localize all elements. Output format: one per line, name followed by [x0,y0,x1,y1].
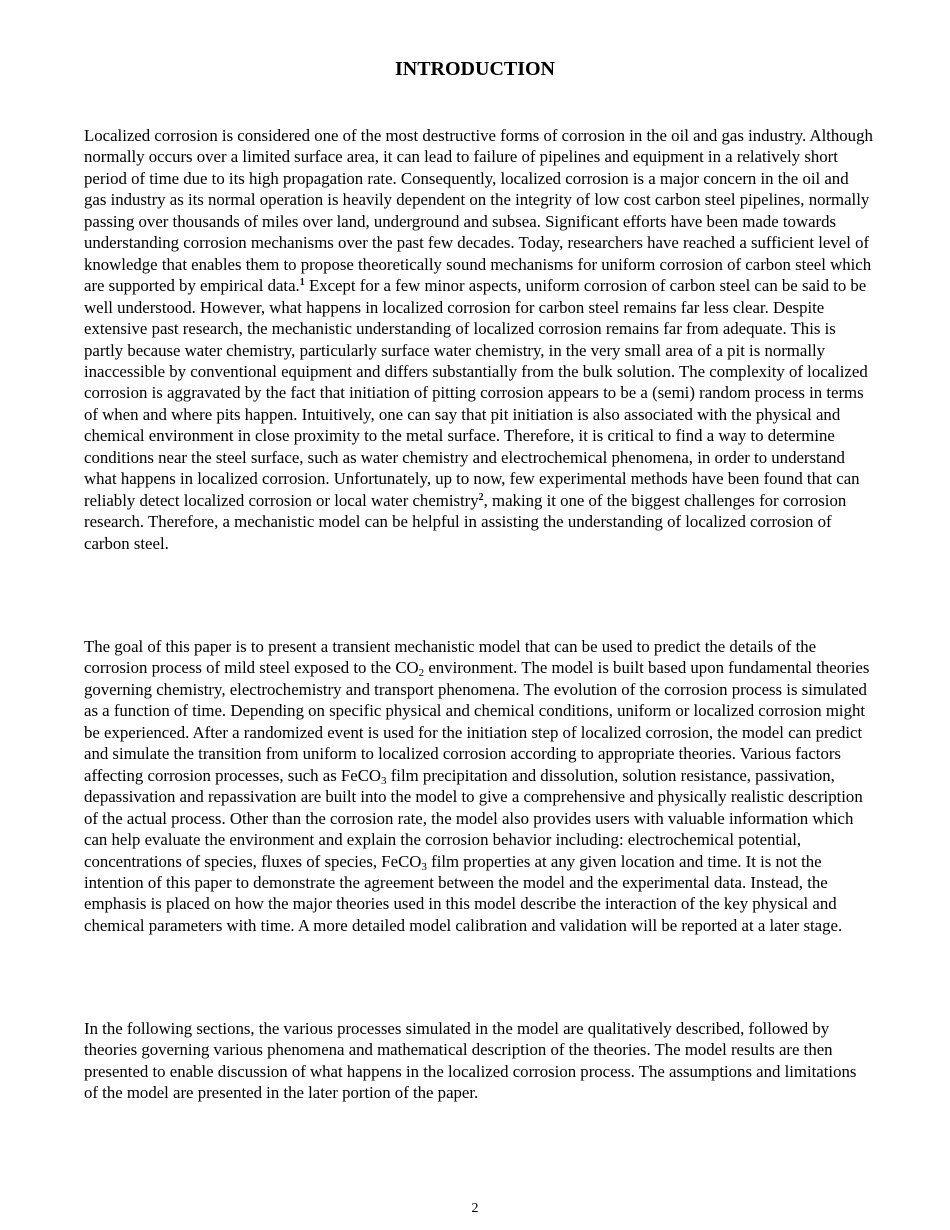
paragraph-text: Localized corrosion is considered one of the most destructive forms of corrosion in the oil and gas industry. Although normally occurs over a limited surface area, it can lead to failure of pipelines and equipment in a relatively short period of time due to its high propagation rate. Consequently, localized corrosion is a major concern in the oil and gas industry as its normal operation is heavily dependent on the integrity of low cost carbon steel pipelines, normally passing over thousands of miles over land, underground and subsea. Significant efforts have been made towards understanding corrosion mechanisms over the past few decades. Today, researchers have reached a sufficient level of knowledge that enables them to propose theoretically sound mechanisms for uniform corrosion of carbon steel which are supported by empirical data. [84,126,873,296]
paragraph-text: , making it one of the biggest challenges for corrosion research. Therefore, a mechanistic model can be helpful in assisting the understanding of localized corrosion of carbon steel. [84,490,847,553]
reference-superscript: 2 [478,491,484,503]
reference-superscript: 1 [299,277,305,289]
paragraph-text: film precipitation and dissolution, solution resistance, passivation, depassivation and repassivation are built into the model to give a comprehensive and physically realistic description of the actual process. Other than the corrosion rate, the model also provides users with valuable information which can help evaluate the environment and explain the corrosion behavior including: electrochemical potential, concentrations of species, fluxes of species, FeCO [84,765,863,871]
chemical-subscript: 2 [418,667,425,680]
page-number: 2 [471,1201,479,1216]
paragraph-paper-goal [84,636,874,936]
paragraph-text: In the following sections, the various processes simulated in the model are qualitatively described, followed by theories governing various phenomena and mathematical description of the theories. The model results are then presented to enable discussion of what happens in the localized corrosion process. The assumptions and limitations of the model are presented in the later portion of the paper. [84,1019,857,1103]
paragraph-text: Except for a few minor aspects, uniform corrosion of carbon steel can be said to be well understood. However, what happens in localized corrosion for carbon steel remains far less clear. Despite extensive past research, the mechanistic understanding of localized corrosion remains far from adequate. This is partly because water chemistry, particularly surface water chemistry, in the very small area of a pit is normally inaccessible by conventional equipment and differs substantially from the bulk solution. The complexity of localized corrosion is aggravated by the fact that initiation of pitting corrosion appears to be a (semi) random process in terms of when and where pits happen. Intuitively, one can say that pit initiation is also associated with the physical and chemical environment in close proximity to the metal surface. Therefore, it is critical to find a way to determine conditions near the steel surface, such as water chemistry and electrochemical phenomena, in order to understand what happens in localized corrosion. Unfortunately, up to now, few experimental methods have been found that can reliably detect localized corrosion or local water chemistry [84,276,868,510]
section-heading: INTRODUCTION [394,58,556,80]
chemical-subscript: 3 [381,774,387,787]
paragraph-text: film properties at any given location and time. It is not the intention of this paper to demonstrate the agreement between the model and the experimental data. Instead, the emphasis is placed on how the major theories used in this model describe the interaction of the key physical and chemical parameters with time. A more detailed model calibration and validation will be reported at a later stage. [84,851,843,935]
paragraph-text: The goal of this paper is to present a transient mechanistic model that can be used to predict the details of the corrosion process of mild steel exposed to the CO [84,637,817,678]
paragraph-localized-corrosion [84,125,874,554]
chemical-subscript: 3 [421,860,427,873]
paragraph-text: environment. The model is built based upon fundamental theories governing chemistry, electrochemistry and transport phenomena. The evolution of the corrosion process is simulated as a function of time. Depending on specific physical and chemical conditions, uniform or localized corrosion might be experienced. After a randomized event is used for the initiation step of localized corrosion, the model can predict and simulate the transition from uniform to localized corrosion according to appropriate theories. Various factors affecting corrosion processes, such as FeCO [84,658,870,785]
paragraph-outline [84,1018,874,1104]
